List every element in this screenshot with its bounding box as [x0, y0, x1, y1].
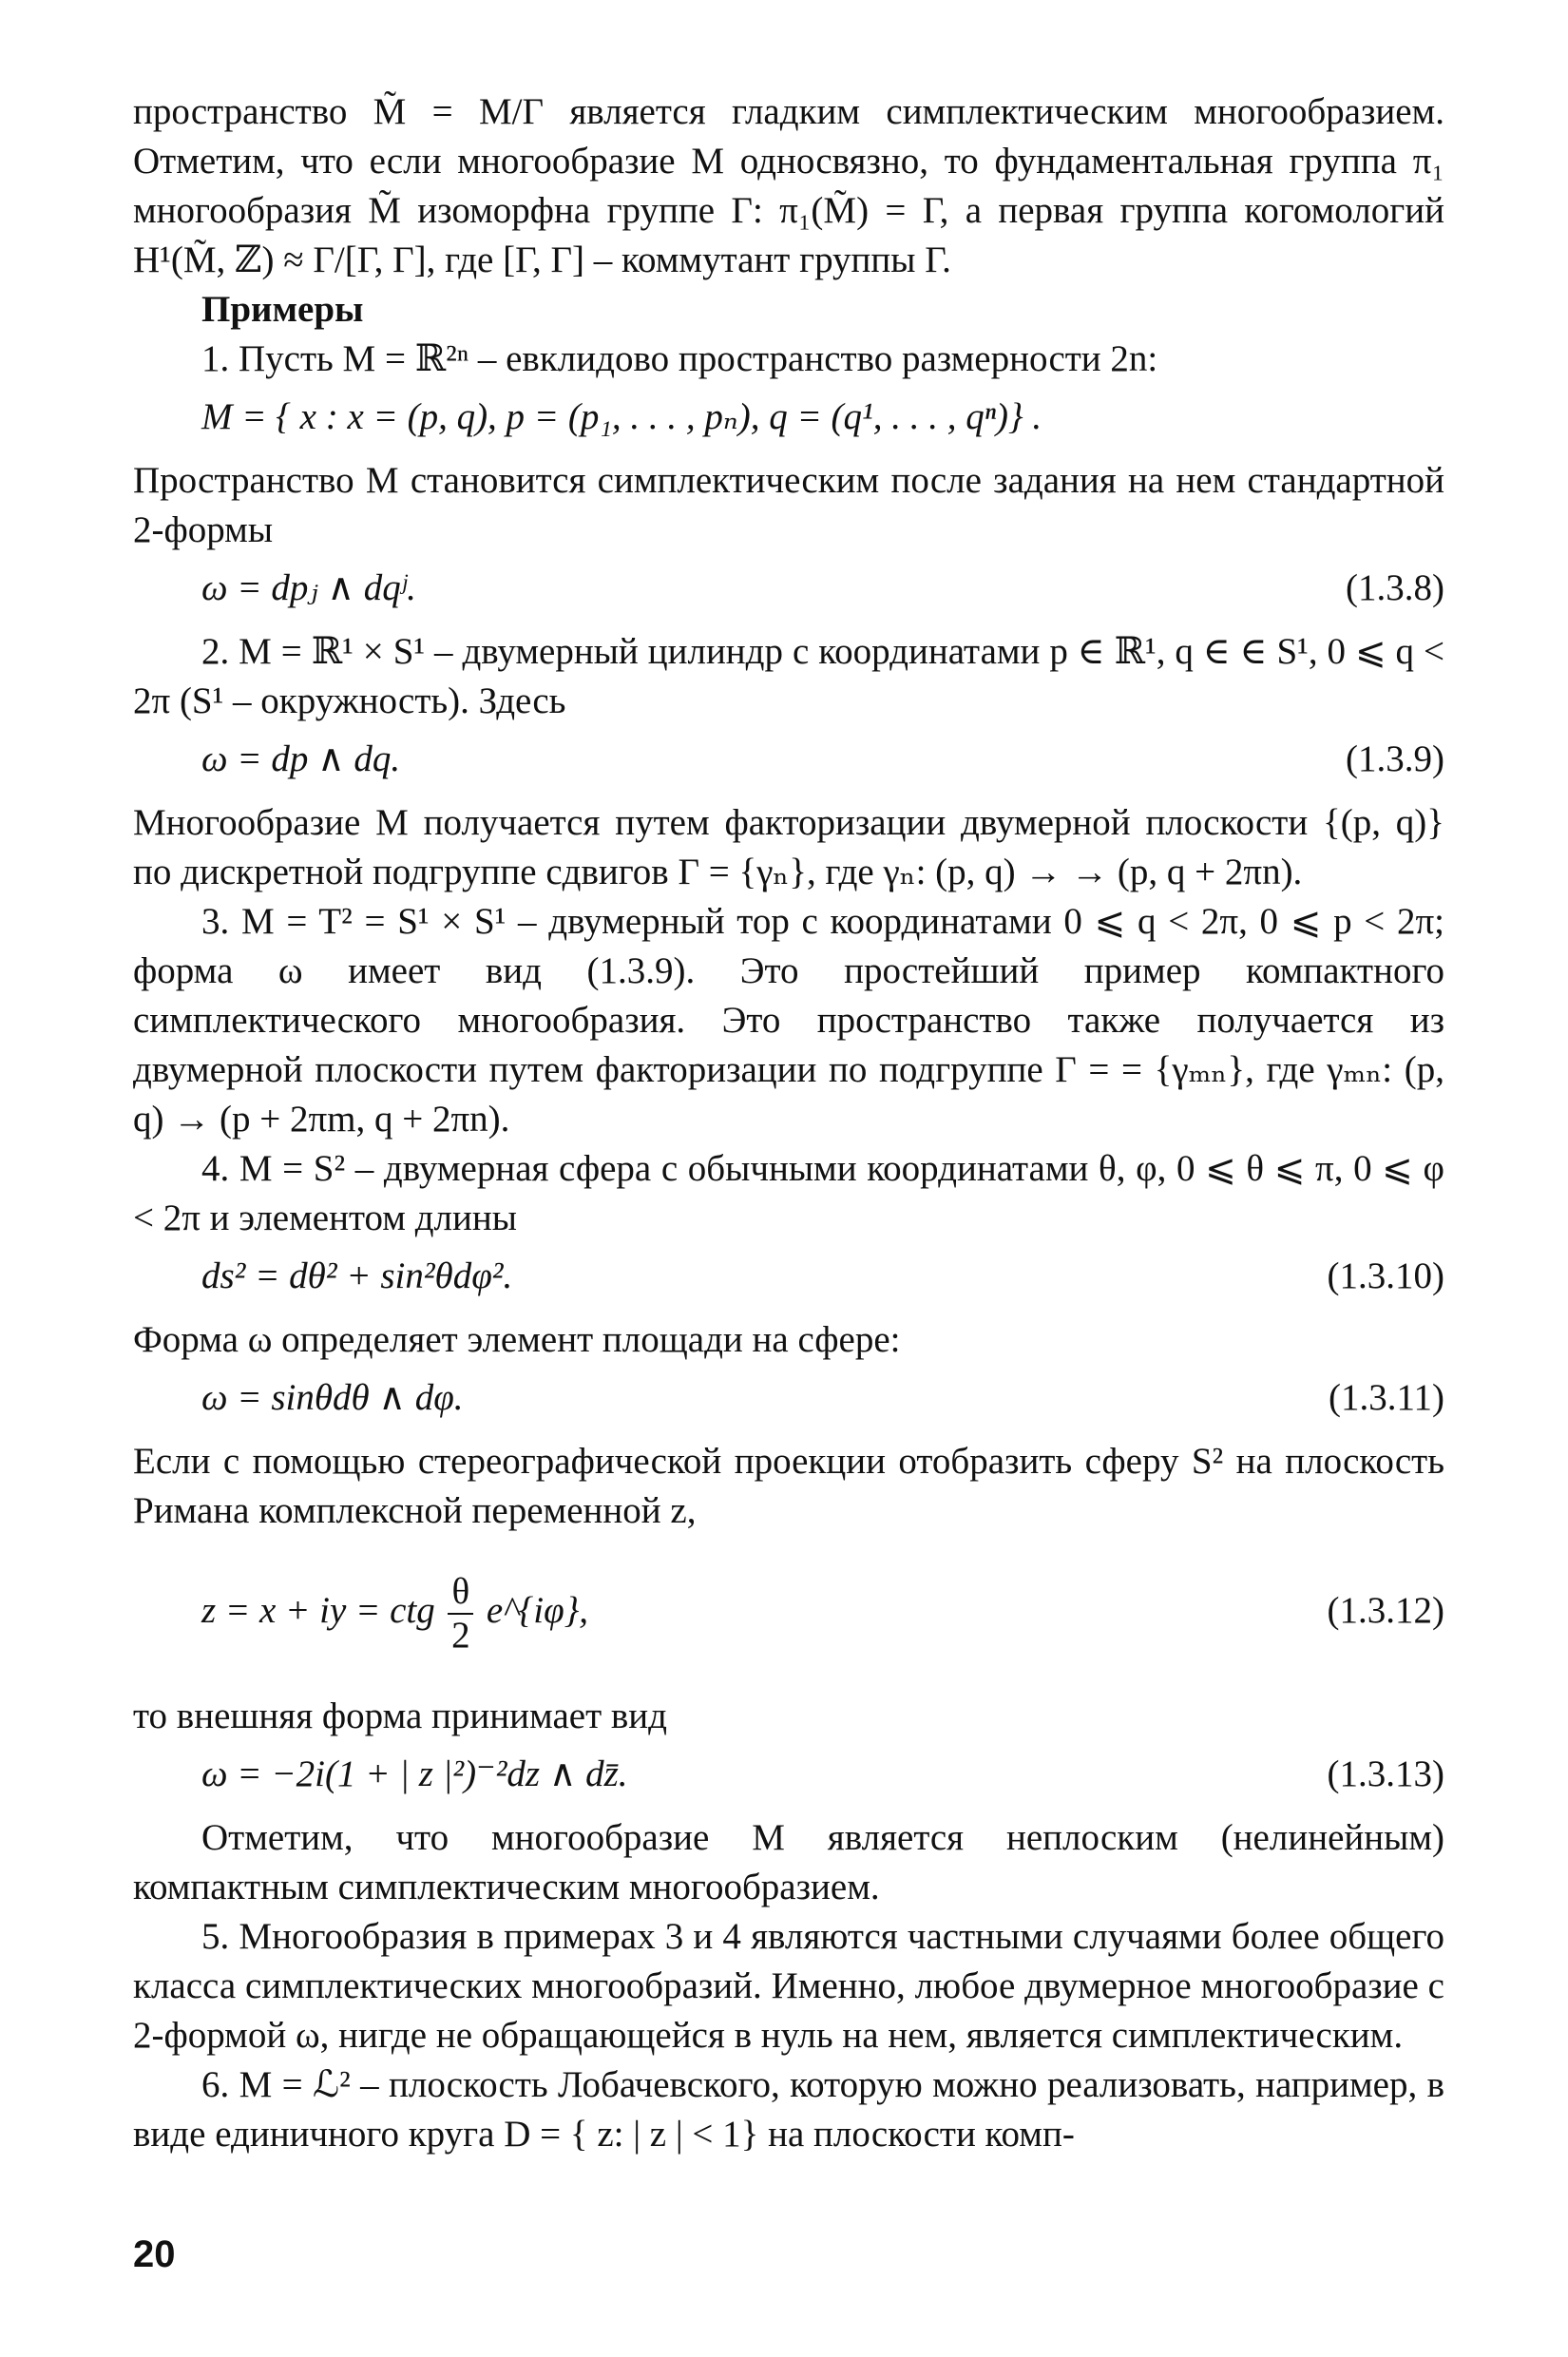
example-4-text: 4. M = S² – двумерная сфера с обычными координатами θ, φ, 0 ⩽ θ ⩽ π, 0 ⩽ φ < 2π и элементом длины [133, 1148, 1444, 1238]
equation-1-3-12 [133, 1540, 1444, 1682]
equation-1-3-13 [133, 1745, 1444, 1804]
equation-1-3-10-formula: ds² = dθ² + sin²θdφ². [201, 1255, 513, 1296]
equation-1-3-12-fraction [448, 1571, 473, 1657]
example-2-text: 2. M = ℝ¹ × S¹ – двумерный цилиндр с координатами p ∈ ℝ¹, q ∈ ∈ S¹, 0 ⩽ q < 2π (S¹ – окружность). Здесь [133, 631, 1444, 721]
symplectic-paragraph: Пространство M становится симплектическим после задания на нем стандартной 2-формы [133, 460, 1444, 550]
equation-1-3-8 [133, 559, 1444, 618]
factorization-paragraph: Многообразие M получается путем факторизации двумерной плоскости {(p, q)} по дискретной подгруппе сдвигов Γ = {γₙ}, где γₙ: (p, q) → → (p, q + 2πn). [133, 802, 1444, 892]
equation-1-3-12-numerator: θ [448, 1571, 473, 1615]
example-5-text: 5. Многообразия в примерах 3 и 4 являются частными случаями более общего класса симплектических многообразий. Именно, любое двумерное многообразие с 2-формой ω, нигде не обращающейся в нуль на нем, является симплектическим. [133, 1916, 1444, 2056]
equation-1-3-11-number: (1.3.11) [1328, 1377, 1444, 1418]
example-1-text: 1. Пусть M = ℝ²ⁿ – евклидово пространство размерности 2n: [201, 338, 1158, 379]
equation-1-3-12-lhs: z = x + iy = ctg [201, 1590, 435, 1631]
page-number: 20 [133, 2233, 176, 2275]
examples-heading: Примеры [201, 289, 364, 330]
example-3-text: 3. M = T² = S¹ × S¹ – двумерный тор с координатами 0 ⩽ q < 2π, 0 ⩽ p < 2π; форма ω имеет вид (1.3.9). Это простейший пример компактного симплектического многообразия. Это пространство также получается из двумерной плоскости путем факторизации по подгруппе Γ = = {γₘₙ}, где γₘₙ: (p, q) → (p + 2πm, q + 2πn). [133, 901, 1444, 1140]
equation-1-3-12-denominator: 2 [451, 1615, 470, 1657]
intro-paragraph: пространство M̃ = M/Γ является гладким симплектическим многообразием. Отметим, что если многообразие M односвязно, то фундаментальная группа π₁ многообразия M̃ изоморфна группе Γ: π₁(M̃) = Γ, а первая группа когомологий H¹(M̃, ℤ) ≈ Γ/[Γ, Γ], где [Γ, Γ] – коммутант группы Γ. [133, 91, 1444, 280]
equation-1-3-9 [133, 730, 1444, 789]
equation-1-3-10-number: (1.3.10) [1327, 1255, 1444, 1296]
equation-1-3-12-number: (1.3.12) [1327, 1590, 1444, 1631]
equation-1-3-11-formula: ω = sinθdθ ∧ dφ. [201, 1377, 464, 1418]
equation-1-3-9-number: (1.3.9) [1346, 738, 1444, 779]
equation-1-3-12-rhs: e^{iφ}, [486, 1590, 589, 1631]
example-6-text: 6. M = ℒ² – плоскость Лобачевского, которую можно реализовать, например, в виде единичного круга D = { z: | z | < 1} на плоскости комп- [133, 2064, 1444, 2155]
equation-1-3-13-number: (1.3.13) [1327, 1753, 1444, 1794]
nonflat-paragraph: Отметим, что многообразие M является неплоским (нелинейным) компактным симплектическим многообразием. [133, 1817, 1444, 1907]
area-paragraph: Форма ω определяет элемент площади на сфере: [133, 1319, 901, 1360]
equation-1-3-10 [133, 1247, 1444, 1306]
example-1-formula-row [133, 388, 1444, 447]
equation-1-3-13-formula: ω = −2i(1 + | z |²)⁻²dz ∧ dz̄. [201, 1753, 628, 1794]
example-1-formula: M = { x : x = (p, q), p = (p₁, . . . , pₙ), q = (q¹, . . . , qⁿ)} . [201, 396, 1042, 437]
stereographic-paragraph: Если с помощью стереографической проекции отобразить сферу S² на плоскость Римана комплексной переменной z, [133, 1441, 1444, 1531]
equation-1-3-8-formula: ω = dpⱼ ∧ dqʲ. [201, 567, 416, 608]
page-body [133, 87, 1444, 2159]
equation-1-3-8-number: (1.3.8) [1346, 567, 1444, 608]
equation-1-3-9-formula: ω = dp ∧ dq. [201, 738, 401, 779]
equation-1-3-12-formula [201, 1540, 588, 1682]
external-form-paragraph: то внешняя форма принимает вид [133, 1696, 667, 1736]
equation-1-3-11 [133, 1369, 1444, 1428]
